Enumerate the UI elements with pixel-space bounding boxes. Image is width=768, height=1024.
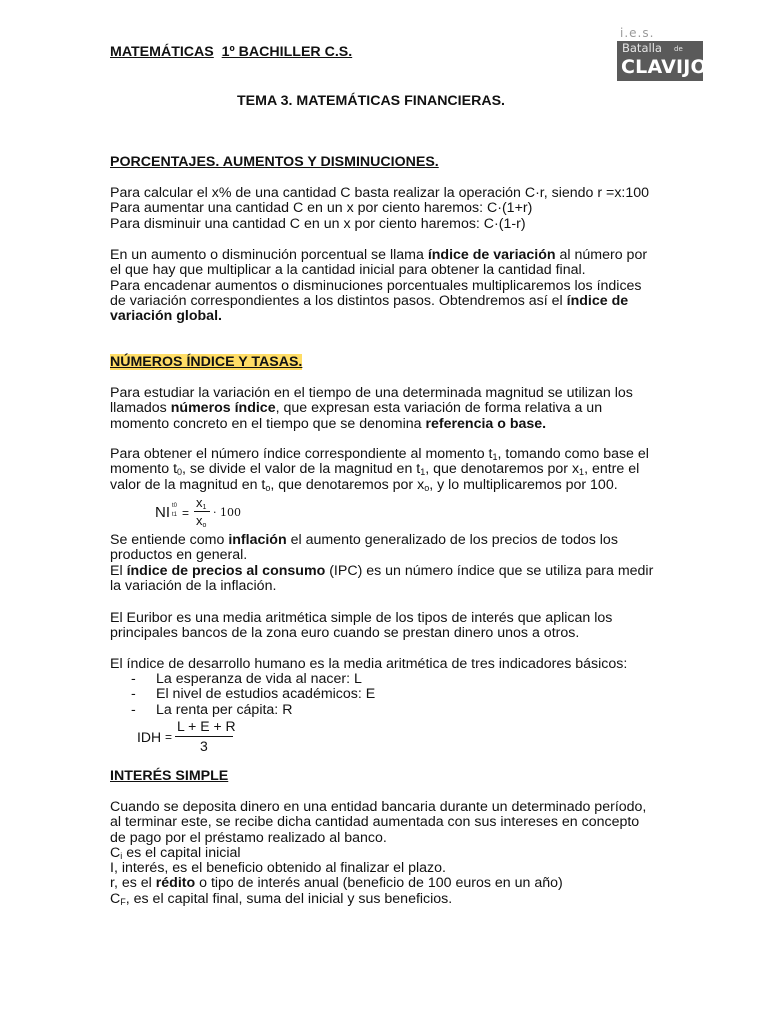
text-line: la variación de la inflación.	[110, 577, 277, 594]
text-line: Cuando se deposita dinero en una entidad bancaria durante un determinado período,	[110, 799, 647, 815]
sec2-paragraph-2	[110, 447, 649, 493]
formula-ni-times: · 100	[213, 506, 241, 519]
text-line: Para estudiar la variación en el tiempo de una determinada magnitud se utilizan los	[110, 385, 633, 401]
logo-de: de	[674, 45, 683, 53]
text-line: de pago por el préstamo realizado al banco.	[110, 829, 387, 846]
logo-clavijo: CLAVIJO	[621, 56, 707, 78]
sec3-paragraph-1	[110, 800, 646, 907]
list-item: - La renta per cápita: R	[131, 701, 293, 718]
subject-title: MATEMÁTICAS	[110, 44, 214, 60]
formula-idh-num: L + E + R	[177, 718, 236, 734]
formula-idh-lhs: IDH	[137, 729, 162, 745]
formula-ni-sub: t1	[172, 512, 178, 518]
text-line: Se entiende como inflación el aumento generalizado de los precios de todos los	[110, 532, 618, 548]
sec1-paragraph-1	[110, 186, 649, 232]
formula-ni-eq: =	[182, 506, 190, 520]
text-line: principales bancos de la zona euro cuando se prestan dinero unos a otros.	[110, 625, 580, 642]
logo-box	[617, 41, 707, 81]
section-heading-percentages: PORCENTAJES. AUMENTOS Y DISMINUCIONES.	[110, 154, 439, 170]
text-line: valor de la magnitud en $t_o$, que denotaremos por $x_o$, y lo multiplicaremos por 100.	[110, 476, 618, 493]
formula-ni-num: $x_1$	[196, 495, 207, 511]
text-line: Para obtener el número índice correspondiente al momento $t_1$, tomando como base el	[110, 446, 649, 462]
term-indice-variacion: índice de variación	[427, 247, 556, 263]
sec1-paragraph-2	[110, 248, 647, 324]
header-line	[110, 44, 352, 60]
sec2-paragraph-1	[110, 386, 633, 432]
text-line: Para calcular el x% de una cantidad C basta realizar la operación C·r, siendo r =x:100	[110, 185, 650, 201]
text-line: momento $t_0$, se divide el valor de la magnitud en $t_1$, que denotaremos por $x_1$, entre el	[110, 461, 640, 478]
course-title: 1º BACHILLER C.S.	[221, 44, 353, 60]
formula-idh	[137, 718, 247, 754]
term-redito: rédito	[155, 875, 196, 892]
list-item: - El nivel de estudios académicos: E	[131, 686, 376, 703]
logo-ies: i.e.s.	[620, 26, 655, 40]
formula-numero-indice	[155, 494, 255, 530]
term-inflacion: inflación	[228, 532, 287, 548]
text-line: productos en general.	[110, 547, 248, 564]
text-line: momento concreto en el tiempo que se denomina referencia o base.	[110, 415, 547, 432]
text-line: r, es el rédito o tipo de interés anual (beneficio de 100 euros en un año)	[110, 875, 563, 892]
text-line: de variación correspondientes a los distintos pasos. Obtendremos así el índice de	[110, 292, 629, 309]
list-item: - La esperanza de vida al nacer: L	[131, 671, 362, 687]
fraction-bar	[175, 736, 233, 737]
formula-idh-eq: =	[165, 730, 173, 744]
text-line: Para encadenar aumentos o disminuciones porcentuales multiplicaremos los índices	[110, 277, 642, 294]
sec2-paragraph-4	[110, 611, 612, 642]
fraction-bar	[194, 511, 210, 512]
formula-ni-sup: t0	[172, 503, 178, 509]
text-line: El Euribor es una media aritmética simple de los tipos de interés que aplican los	[110, 610, 613, 626]
term-indice-global: índice de	[566, 292, 629, 309]
text-line: variación global.	[110, 308, 222, 325]
text-line: En un aumento o disminución porcentual se llama índice de variación al número por	[110, 247, 648, 263]
term-numeros-indice: números índice	[170, 400, 276, 417]
sec2-paragraph-3	[110, 533, 653, 594]
term-referencia: referencia o base.	[425, 415, 547, 432]
formula-ni-den: $x_o$	[196, 513, 207, 529]
term-ipc: índice de precios al consumo	[126, 562, 326, 579]
text-line: Para disminuir una cantidad C en un x por ciento haremos: C·(1-r)	[110, 215, 526, 232]
logo-batalla: Batalla	[622, 41, 662, 55]
topic-title: TEMA 3. MATEMÁTICAS FINANCIERAS.	[237, 93, 505, 109]
idh-indicator-list	[131, 672, 375, 718]
text-line: El índice de precios al consumo (IPC) es un número índice que se utiliza para medir	[110, 562, 654, 579]
section-heading-interes-simple: INTERÉS SIMPLE	[110, 768, 229, 784]
formula-idh-den: 3	[200, 738, 208, 754]
text-line: Para aumentar una cantidad C en un x por ciento haremos: C·(1+r)	[110, 200, 533, 217]
text-line: $C_i$ es el capital inicial	[110, 844, 241, 861]
text-line: $C_F$, es el capital final, suma del inicial y sus beneficios.	[110, 890, 453, 907]
school-logo	[617, 26, 707, 82]
section-heading-indices: NÚMEROS ÍNDICE Y TASAS.	[110, 354, 303, 370]
text-line: el que hay que multiplicar a la cantidad inicial para obtener la cantidad final.	[110, 262, 586, 279]
text-line: I, interés, es el beneficio obtenido al finalizar el plazo.	[110, 860, 446, 877]
text-line: al terminar este, se recibe dicha cantidad aumentada con sus intereses en concepto	[110, 814, 640, 831]
text-line: llamados números índice, que expresan esta variación de forma relativa a un	[110, 400, 603, 417]
sec2-paragraph-5: El índice de desarrollo humano es la media aritmética de tres indicadores básicos:	[110, 656, 628, 672]
formula-ni-lhs: NI	[155, 504, 170, 521]
